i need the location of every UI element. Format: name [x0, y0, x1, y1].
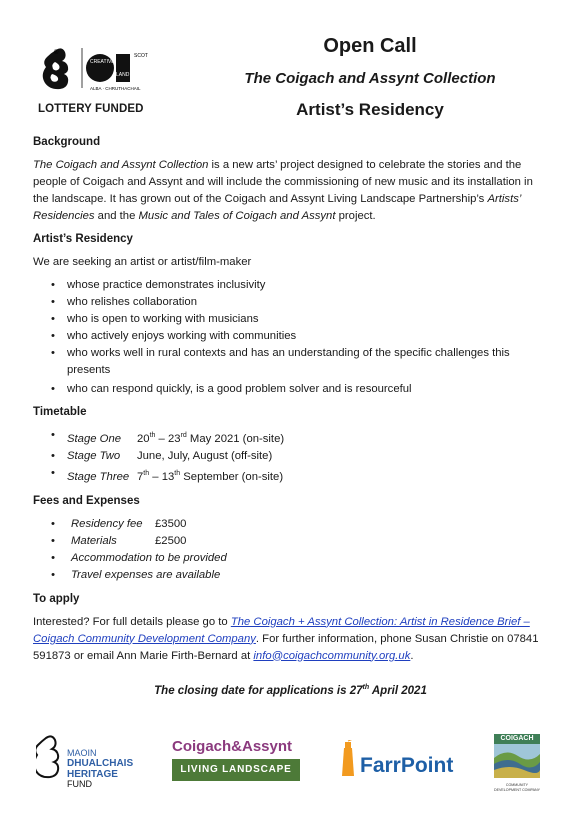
landscape-icon: [494, 744, 540, 778]
list-item: • who works well in rural contexts and has an understanding of the specific challenges this presents: [33, 345, 548, 379]
residency-heading: Artist’s Residency: [33, 233, 133, 245]
svg-text:SCOT: SCOT: [134, 53, 148, 59]
svg-text:ALBA · CHRUTHACHAIL: ALBA · CHRUTHACHAIL: [90, 86, 141, 91]
residency-list: [33, 277, 548, 398]
fee-note: • Travel expenses are available: [33, 567, 548, 584]
residency-intro: We are seeking an artist or artist/film-maker: [33, 256, 252, 268]
residency-brief-link[interactable]: The Coigach + Assynt Collection: Artist in Residence Brief – Coigach Community Development Company: [33, 615, 530, 645]
timetable-heading: Timetable: [33, 406, 87, 418]
background-heading: Background: [33, 136, 101, 148]
lottery-funded-label: LOTTERY FUNDED: [38, 103, 144, 115]
fee-row: • Residency fee £3500: [33, 516, 548, 533]
living-landscape-logo: Coigach&Assynt LIVING LANDSCAPE: [172, 738, 300, 790]
timetable-row: • Stage Three 7th – 13th September (on-site): [33, 465, 548, 486]
page-subtitle: The Coigach and Assynt Collection: [244, 70, 496, 87]
page-title-residency: Artist’s Residency: [296, 100, 444, 119]
list-item: • who is open to working with musicians: [33, 311, 548, 328]
timetable-row: • Stage One 20th – 23rd May 2021 (on-site): [33, 427, 548, 448]
closing-date: The closing date for applications is 27th April 2021: [154, 683, 427, 697]
svg-text:DHUALCHAIS: DHUALCHAIS: [67, 758, 134, 769]
heritage-fund-logo: [36, 730, 146, 790]
list-item: • who actively enjoys working with communities: [33, 328, 548, 345]
email-link[interactable]: info@coigachcommunity.org.uk: [253, 649, 411, 662]
apply-paragraph: Interested? For full details please go to The Coigach + Assynt Collection: Artist in Residence Brief – Coigach Community Development Company. For further information, phone Susan Christie on 07841 591873 or email Ann Marie Firth-Bernard at info@coigachcommunity.org.uk.: [33, 615, 539, 662]
document-body: [33, 134, 548, 699]
list-item: • who can respond quickly, is a good problem solver and is resourceful: [33, 381, 548, 398]
timetable-list: [33, 427, 548, 486]
fees-list: [33, 516, 548, 584]
timetable-row: • Stage Two June, July, August (off-site): [33, 448, 548, 465]
lottery-hand-icon: [38, 44, 168, 104]
lighthouse-icon: [338, 740, 358, 778]
svg-text:FUND: FUND: [67, 779, 92, 789]
list-item: • who relishes collaboration: [33, 294, 548, 311]
svg-text:MAOIN: MAOIN: [67, 748, 97, 758]
svg-text:®: ®: [54, 50, 59, 56]
apply-heading: To apply: [33, 592, 80, 605]
svg-text:HERITAGE: HERITAGE: [67, 769, 118, 780]
page-title: Open Call: [323, 35, 417, 57]
title-block: [180, 34, 560, 120]
svg-text:CREATIVE: CREATIVE: [90, 59, 115, 65]
farrpoint-logo: FarrPoint: [338, 740, 464, 790]
fee-row: • Materials £2500: [33, 533, 548, 550]
list-item: • whose practice demonstrates inclusivity: [33, 277, 548, 294]
fees-heading: Fees and Expenses: [33, 494, 140, 507]
svg-text:LAND: LAND: [116, 72, 130, 78]
footer-logos: [0, 730, 575, 800]
background-paragraph: The Coigach and Assynt Collection is a new arts’ project designed to celebrate the stories and the people of Coigach and Assynt and will include the commissioning of new music and its installation in the landscape. It has grown out of the Coigach and Assynt Living Landscape Partnership’s Artists’ Residencies and the Music and Tales of Coigach and Assynt project.: [33, 159, 533, 222]
fee-note: • Accommodation to be provided: [33, 550, 548, 567]
coigach-cdc-logo: COIGACH COMMUNITY DEVELOPMENT COMPANY: [494, 735, 540, 792]
